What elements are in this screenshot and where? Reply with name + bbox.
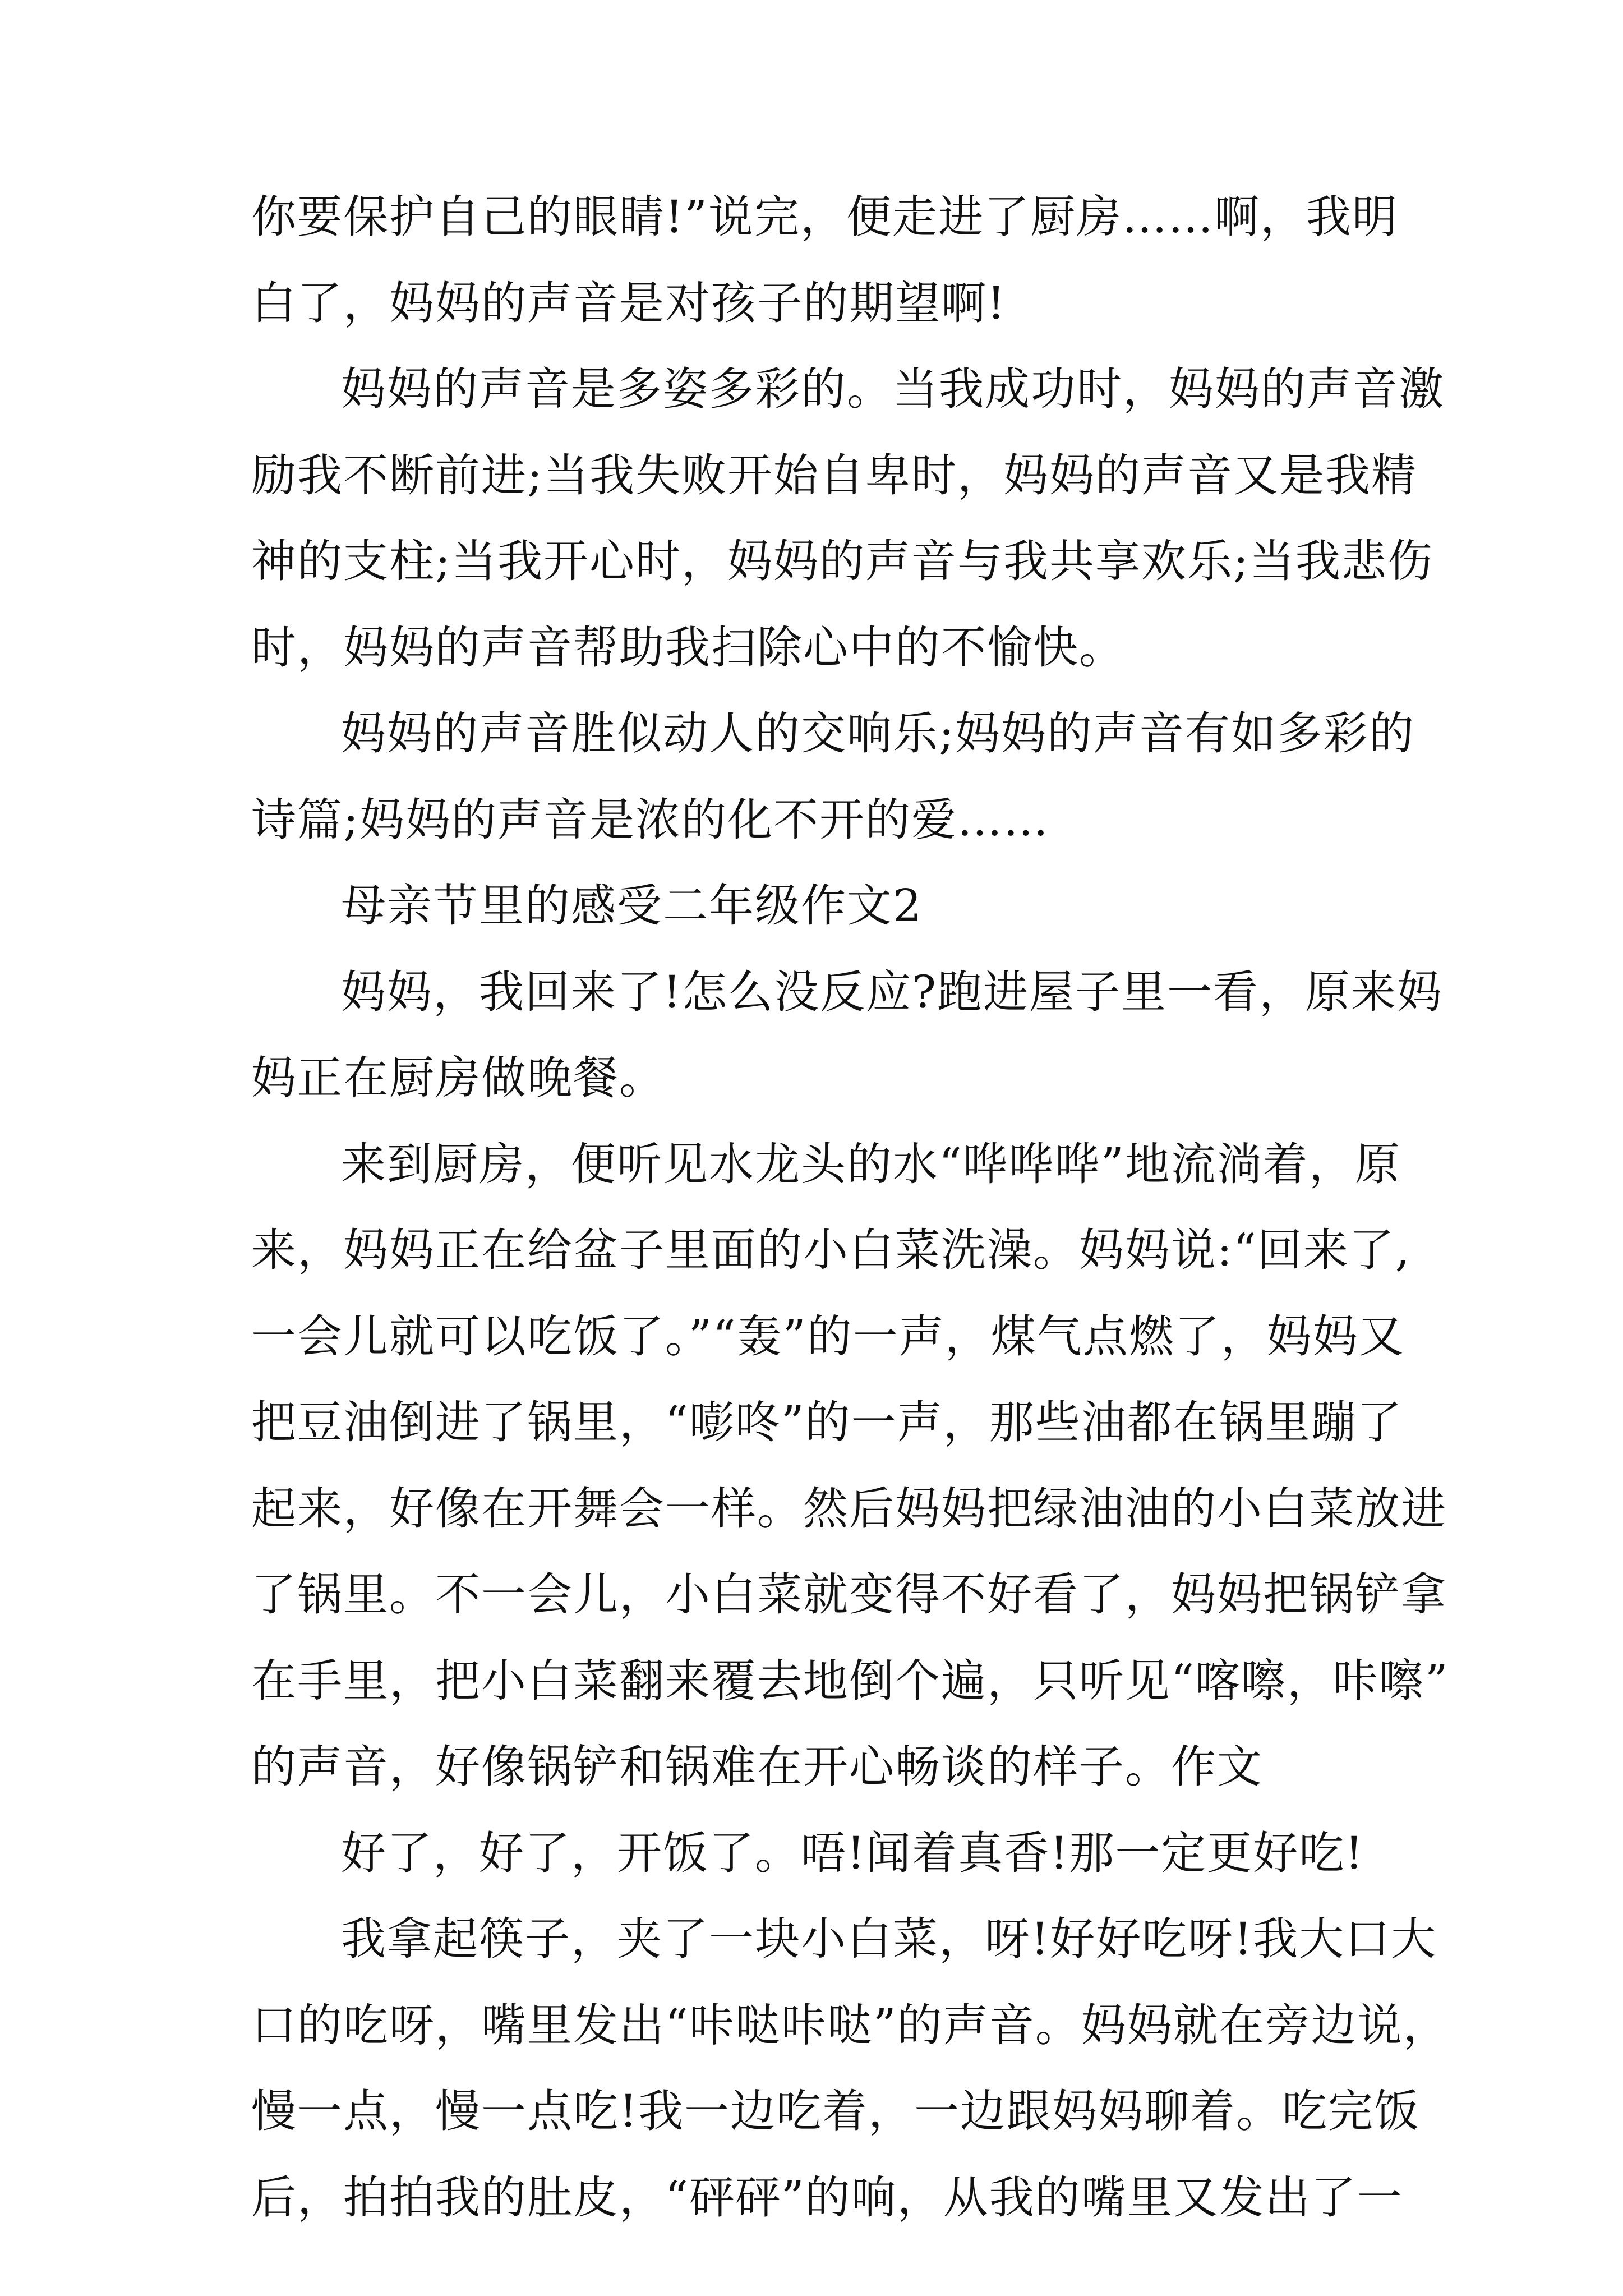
text-line: 妈妈的声音胜似动人的交响乐;妈妈的声音有如多彩的 (341, 707, 1415, 760)
text-line: 时，妈妈的声音帮助我扫除心中的不愉快。 (251, 621, 1125, 674)
text-line: 把豆油倒进了锅里，“嘭咚”的一声，那些油都在锅里蹦了 (251, 1396, 1403, 1448)
text-line: 诗篇;妈妈的声音是浓的化不开的爱…… (251, 793, 1049, 846)
text-line: 好了，好了，开饭了。唔!闻着真香!那一定更好吃! (341, 1826, 1364, 1879)
text-line: 的声音，好像锅铲和锅难在开心畅谈的样子。作文 (251, 1741, 1263, 1793)
text-line: 妈妈的声音是多姿多彩的。当我成功时，妈妈的声音激 (341, 363, 1445, 415)
document-body (251, 174, 1449, 2240)
text-line: 我拿起筷子，夹了一块小白菜，呀!好好吃呀!我大口大 (341, 1913, 1437, 1965)
text-line: 来到厨房，便听见水龙头的水“哗哗哗”地流淌着，原 (341, 1138, 1401, 1190)
text-line: 妈妈，我回来了!怎么没反应?跑进屋子里一看，原来妈 (341, 965, 1444, 1018)
text-line: 励我不断前进;当我失败开始自卑时，妈妈的声音又是我精 (251, 449, 1417, 501)
text-line: 来，妈妈正在给盆子里面的小白菜洗澡。妈妈说:“回来了, (251, 1224, 1411, 1276)
text-line: 一会儿就可以吃饭了。”“轰”的一声，煤气点燃了，妈妈又 (251, 1310, 1405, 1363)
text-line: 慢一点，慢一点吃!我一边吃着，一边跟妈妈聊着。吃完饭 (251, 2085, 1421, 2137)
text-line: 神的支柱;当我开心时，妈妈的声音与我共享欢乐;当我悲伤 (251, 535, 1433, 587)
text-line: 白了，妈妈的声音是对孩子的期望啊! (251, 277, 1007, 329)
text-line: 你要保护自己的眼睛!”说完，便走进了厨房……啊，我明 (251, 191, 1399, 243)
text-line: 了锅里。不一会儿，小白菜就变得不好看了，妈妈把锅铲拿 (251, 1568, 1447, 1621)
text-line: 妈正在厨房做晚餐。 (251, 1052, 665, 1104)
text-line: 口的吃呀，嘴里发出“咔哒咔哒”的声音。妈妈就在旁边说， (251, 1999, 1449, 2051)
text-line: 后，拍拍我的肚皮，“砰砰”的响，从我的嘴里又发出了一 (251, 2171, 1403, 2224)
text-line: 母亲节里的感受二年级作文2 (341, 880, 923, 932)
text-line: 起来，好像在开舞会一样。然后妈妈把绿油油的小白菜放进 (251, 1482, 1447, 1535)
text-line: 在手里，把小白菜翻来覆去地倒个遍，只听见“喀嚓，咔嚓” (251, 1654, 1449, 1707)
